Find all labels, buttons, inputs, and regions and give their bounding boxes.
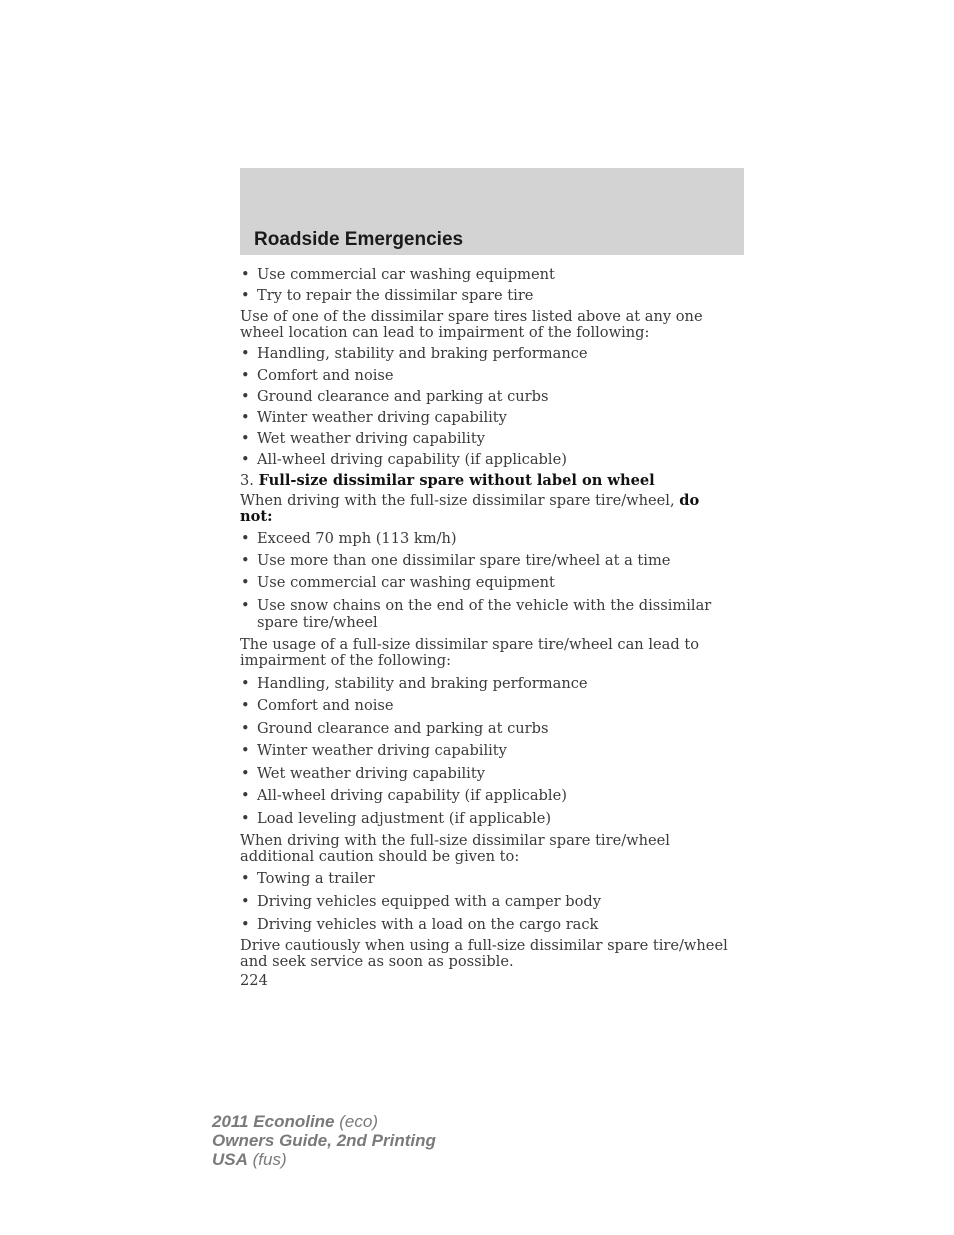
bullet-item: • Exceed 70 mph (113 km/h) [240,530,730,547]
paragraph: The usage of a full-size dissimilar spare tire/wheel can lead to impairment of the following: [240,636,699,669]
paragraph: Use of one of the dissimilar spare tires listed above at any one wheel location can lead to impairment of the following: [240,308,703,341]
bullet-item: • Use commercial car washing equipment [240,266,730,283]
bullet-item: • Use snow chains on the end of the vehicle with the dissimilar spare tire/wheel [240,597,730,631]
footer-market: USA [212,1150,248,1169]
bullet-item: • Wet weather driving capability [240,430,730,447]
bullet-item: • Handling, stability and braking performance [240,675,730,692]
bullet-item: • Load leveling adjustment (if applicable) [240,810,730,827]
footer-model: 2011 Econoline [212,1112,335,1131]
paragraph [240,493,730,525]
paragraph: When driving with the full-size dissimilar spare tire/wheel additional caution should be given to: [240,832,670,865]
page-content [240,266,730,989]
section-title: Roadside Emergencies [254,229,464,250]
bullet-item: • Driving vehicles with a load on the cargo rack [240,916,730,933]
paragraph-text: When driving with the full-size dissimilar spare tire/wheel, [240,492,675,509]
section-number: 3. [240,472,254,489]
section-heading [240,472,730,489]
bullet-item: • Winter weather driving capability [240,409,730,426]
bullet-item: • Use more than one dissimilar spare tire/wheel at a time [240,552,730,569]
bullet-item: • Use commercial car washing equipment [240,574,730,591]
bullet-item: • All-wheel driving capability (if applicable) [240,787,730,804]
section-heading-text: Full-size dissimilar spare without label on wheel [258,472,655,489]
footer-line-market [212,1150,436,1169]
bullet-item: • Try to repair the dissimilar spare tire [240,287,730,304]
bullet-item: • Wet weather driving capability [240,765,730,782]
footer-market-code: (fus) [252,1150,287,1169]
bullet-item: • All-wheel driving capability (if applicable) [240,451,730,468]
bullet-item: • Comfort and noise [240,697,730,714]
page-number: 224 [240,972,268,989]
document-footer [212,1112,436,1169]
section-header-band [240,168,744,255]
bullet-item: • Winter weather driving capability [240,742,730,759]
bullet-item: • Handling, stability and braking performance [240,345,730,362]
paragraph-emphasis: do not: [240,492,700,525]
footer-edition: Owners Guide, 2nd Printing [212,1131,436,1150]
footer-line-model [212,1112,436,1131]
bullet-item: • Towing a trailer [240,870,730,887]
footer-model-code: (eco) [339,1112,378,1131]
paragraph: Drive cautiously when using a full-size dissimilar spare tire/wheel and seek service as soon as possible. [240,937,728,970]
bullet-item: • Ground clearance and parking at curbs [240,388,730,405]
bullet-item: • Driving vehicles equipped with a camper body [240,893,730,910]
bullet-item: • Ground clearance and parking at curbs [240,720,730,737]
bullet-item: • Comfort and noise [240,367,730,384]
